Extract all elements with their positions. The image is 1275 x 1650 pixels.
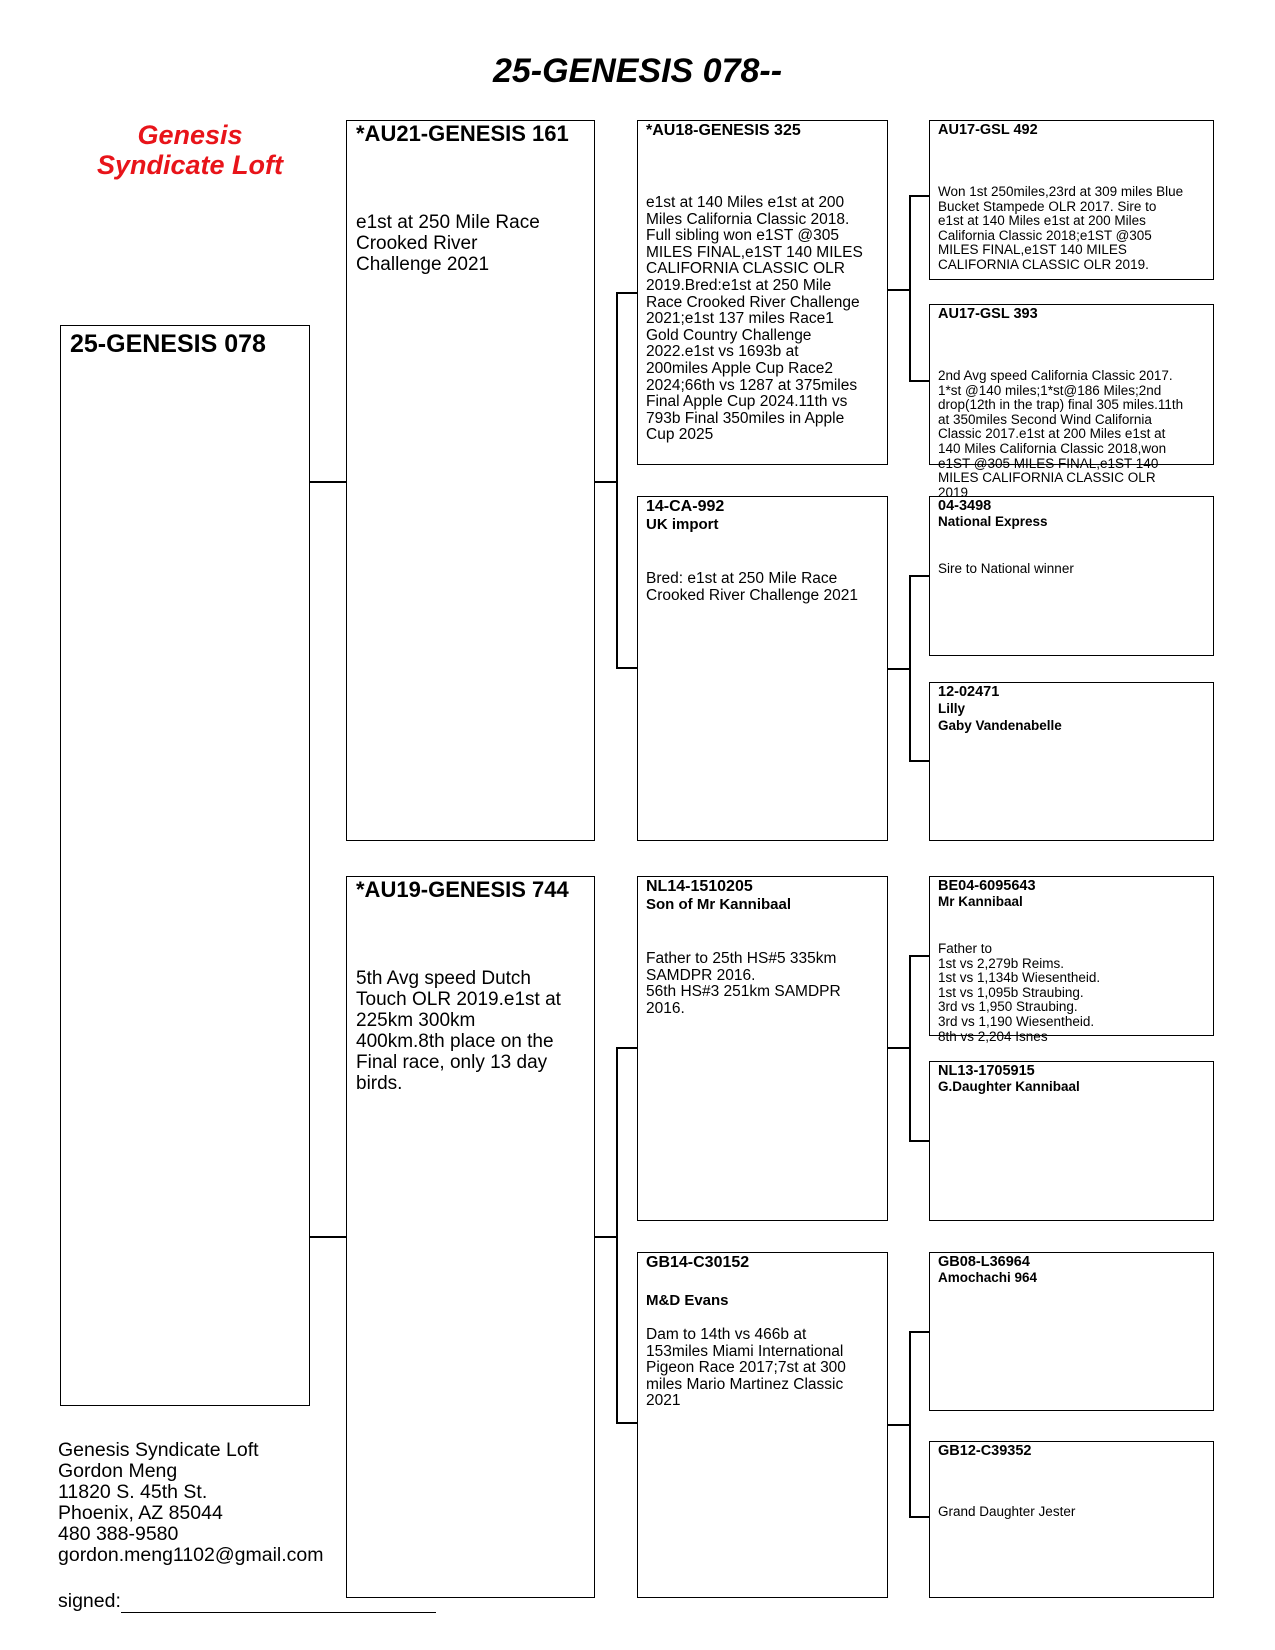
ddd-comment: Grand Daughter Jester bbox=[938, 1504, 1076, 1519]
ddd-box bbox=[929, 1441, 1214, 1598]
connector bbox=[888, 289, 910, 291]
dsd-subtitle: G.Daughter Kannibaal bbox=[938, 1079, 1080, 1094]
sire-sire-name: *AU18-GENESIS 325 bbox=[646, 122, 801, 139]
dam-dam-name: GB14-C30152 bbox=[646, 1254, 750, 1271]
dss-subtitle: Mr Kannibaal bbox=[938, 894, 1023, 909]
sdd-subtitle: Lilly Gaby Vandenabelle bbox=[938, 701, 1062, 733]
page-title: 25-GENESIS 078-- bbox=[492, 52, 783, 90]
connector bbox=[909, 1516, 929, 1518]
dam-sire-comment: Father to 25th HS#5 335km SAMDPR 2016. 56th HS#3 251km SAMDPR 2016. bbox=[646, 950, 841, 1017]
connector bbox=[595, 1236, 617, 1238]
connector bbox=[909, 1140, 929, 1142]
connector bbox=[888, 668, 910, 670]
connector bbox=[616, 1047, 618, 1424]
connector bbox=[909, 955, 929, 957]
dds-name: GB08-L36964 bbox=[938, 1254, 1030, 1270]
connector bbox=[888, 1424, 910, 1426]
dam-box bbox=[346, 876, 595, 1598]
connector bbox=[909, 955, 911, 1142]
breeder-contact: Genesis Syndicate Loft Gordon Meng 11820 S. 45th St. Phoenix, AZ 85044 480 388-9580 gordon.meng1102@gmail.com bbox=[58, 1439, 324, 1566]
dam-dam-comment: Dam to 14th vs 466b at 153miles Miami International Pigeon Race 2017;7st at 300 miles Mario Martinez Classic 2021 bbox=[646, 1326, 846, 1410]
dam-sire-name: NL14-1510205 bbox=[646, 878, 753, 895]
dam-comment: 5th Avg speed Dutch Touch OLR 2019.e1st at 225km 300km 400km.8th place on the Final race, only 13 day birds. bbox=[356, 968, 561, 1094]
dam-name: *AU19-GENESIS 744 bbox=[356, 877, 569, 902]
dds-subtitle: Amochachi 964 bbox=[938, 1270, 1038, 1285]
connector bbox=[616, 292, 618, 669]
connector bbox=[616, 1047, 637, 1049]
connector bbox=[909, 1331, 929, 1333]
connector bbox=[616, 667, 637, 669]
sdd-name: 12-02471 bbox=[938, 684, 1000, 700]
sire-sire-box bbox=[637, 120, 888, 465]
dds-box bbox=[929, 1252, 1214, 1411]
connector bbox=[909, 195, 929, 197]
signed-label: signed: bbox=[58, 1590, 121, 1612]
sire-name: *AU21-GENESIS 161 bbox=[356, 121, 569, 146]
connector bbox=[909, 575, 929, 577]
sds-name: 04-3498 bbox=[938, 498, 992, 514]
sds-comment: Sire to National winner bbox=[938, 561, 1074, 576]
connector bbox=[909, 380, 929, 382]
signature-field bbox=[58, 1590, 436, 1613]
sire-comment: e1st at 250 Mile Race Crooked River Challenge 2021 bbox=[356, 212, 540, 275]
sire-sire-comment: e1st at 140 Miles e1st at 200 Miles California Classic 2018. Full sibling won e1ST @305 MILES FINAL,e1ST 140 MILES CALIFORNIA CLASSIC OLR 2019.Bred:e1st at 250 Mile Race Crooked River Challenge 2021;e1st 137 miles Race1 Gold Country Challenge 2022.e1st vs 1693b at 200miles Apple Cup Race2 2024;66th vs 1287 at 375miles Final Apple Cup 2024.11th vs 793b Final 350miles in Apple Cup 2025 bbox=[646, 194, 863, 444]
subject-box bbox=[60, 325, 310, 1406]
sire-box bbox=[346, 120, 595, 841]
connector bbox=[888, 1047, 910, 1049]
dsd-box bbox=[929, 1061, 1214, 1221]
loft-brand: Genesis Syndicate Loft bbox=[96, 120, 284, 180]
ddd-name: GB12-C39352 bbox=[938, 1443, 1032, 1459]
signature-line bbox=[121, 1594, 436, 1613]
subject-name: 25-GENESIS 078 bbox=[70, 330, 266, 358]
sire-dam-name: 14-CA-992 bbox=[646, 498, 725, 515]
dam-dam-subtitle: M&D Evans bbox=[646, 1292, 729, 1309]
connector bbox=[310, 1236, 346, 1238]
dam-sire-box bbox=[637, 876, 888, 1221]
dam-sire-subtitle: Son of Mr Kannibaal bbox=[646, 896, 792, 913]
sds-subtitle: National Express bbox=[938, 514, 1048, 529]
ssd-comment: 2nd Avg speed California Classic 2017. 1*st @140 miles;1*st@186 Miles;2nd drop(12th in the trap) final 305 miles.11th at 350miles Second Wind California Classic 2017.e1st at 200 Miles e1st at 140 Miles California Classic 2018,won e1ST @305 MILES FINAL,e1ST 140 MILES CALIFORNIA CLASSIC OLR 2019 bbox=[938, 368, 1184, 500]
ssd-box bbox=[929, 304, 1214, 500]
sire-dam-subtitle: UK import bbox=[646, 516, 719, 533]
sire-dam-box bbox=[637, 496, 888, 841]
connector bbox=[595, 481, 617, 483]
dam-dam-box bbox=[637, 1252, 888, 1598]
sss-comment: Won 1st 250miles,23rd at 309 miles Blue Bucket Stampede OLR 2017. Sire to e1st at 140 Miles e1st at 200 Miles California Classic 2018;e1ST @305 MILES FINAL,e1ST 140 MILES CALIFORNIA CLASSIC OLR 2019. bbox=[938, 184, 1184, 272]
sds-box bbox=[929, 496, 1214, 656]
dss-comment: Father to 1st vs 2,279b Reims. 1st vs 1,134b Wiesentheid. 1st vs 1,095b Straubing. 3rd vs 1,950 Straubing. 3rd vs 1,190 Wiesentheid. 8th vs 2,204 Isnes bbox=[938, 941, 1101, 1044]
ssd-name: AU17-GSL 393 bbox=[938, 306, 1038, 322]
sire-dam-comment: Bred: e1st at 250 Mile Race Crooked River Challenge 2021 bbox=[646, 570, 858, 604]
sdd-box bbox=[929, 682, 1214, 841]
sss-box bbox=[929, 120, 1214, 280]
connector bbox=[616, 292, 637, 294]
sss-name: AU17-GSL 492 bbox=[938, 122, 1038, 138]
dss-box bbox=[929, 876, 1214, 1044]
connector bbox=[909, 575, 911, 762]
connector bbox=[909, 195, 911, 382]
connector bbox=[909, 1331, 911, 1518]
connector bbox=[616, 1422, 637, 1424]
dss-name: BE04-6095643 bbox=[938, 878, 1036, 894]
connector bbox=[909, 760, 929, 762]
connector bbox=[310, 481, 346, 483]
dsd-name: NL13-1705915 bbox=[938, 1063, 1035, 1079]
